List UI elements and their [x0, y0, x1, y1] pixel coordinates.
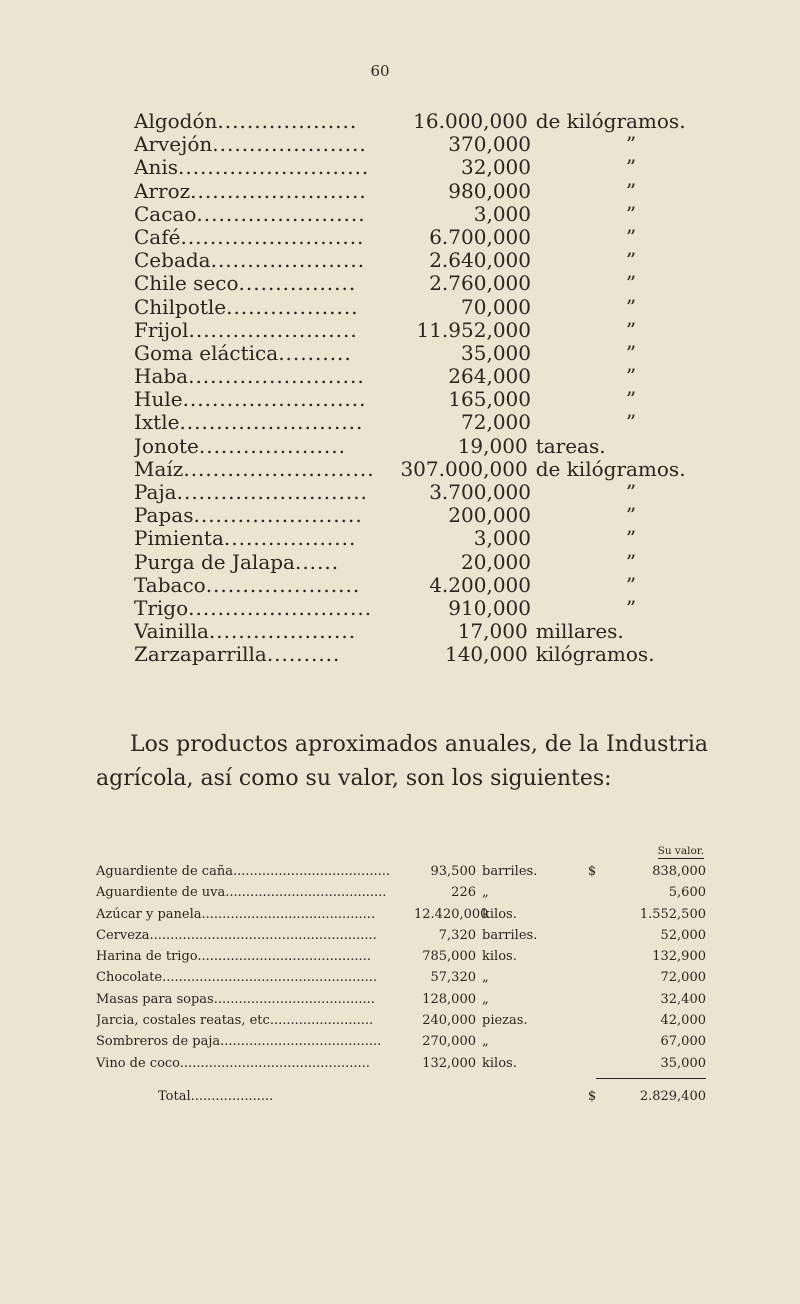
- crop-unit: ”: [625, 503, 637, 528]
- total-currency: $: [587, 1088, 597, 1104]
- product-value: 132,900: [652, 949, 706, 965]
- product-unit: „: [482, 1034, 489, 1050]
- product-currency: [582, 925, 602, 946]
- crop-table: [134, 110, 734, 667]
- crop-unit: de kilógramos.: [535, 456, 686, 481]
- crop-quantity: 17,000: [457, 619, 528, 644]
- crop-name: Arroz........................: [134, 179, 367, 203]
- crop-row: [134, 458, 734, 481]
- crop-row: [134, 272, 734, 295]
- crop-name: Trigo.........................: [134, 596, 373, 620]
- crop-quantity: 6.700,000: [429, 224, 531, 249]
- product-currency: [582, 904, 602, 925]
- crop-name: Goma eláctica..........: [134, 341, 352, 365]
- product-unit: kilos.: [482, 1055, 517, 1071]
- crop-quantity: 910,000: [448, 595, 531, 620]
- product-quantity: 132,000: [422, 1055, 476, 1071]
- product-name: Jarcia, costales reatas, etc.........................: [96, 1013, 374, 1029]
- crop-unit: ”: [625, 317, 637, 342]
- industry-row: [96, 882, 706, 903]
- crop-row: [134, 504, 734, 527]
- crop-name: Haba........................: [134, 365, 365, 389]
- product-currency: [582, 967, 602, 988]
- industry-row: [96, 904, 706, 925]
- product-quantity: 226: [451, 885, 476, 901]
- crop-row: [134, 133, 734, 156]
- value-column-header: Su valor.: [657, 845, 704, 857]
- crop-name: Algodón...................: [134, 110, 358, 133]
- crop-quantity: 200,000: [448, 503, 531, 528]
- industry-row: [96, 967, 706, 988]
- crop-unit: ”: [625, 410, 637, 435]
- crop-unit: ”: [625, 364, 637, 389]
- product-quantity: 128,000: [422, 991, 476, 1007]
- crop-quantity: 980,000: [448, 178, 531, 203]
- crop-name: Anis..........................: [134, 156, 370, 180]
- crop-quantity: 19,000: [457, 433, 528, 458]
- total-row: [96, 1089, 706, 1104]
- product-quantity: 240,000: [422, 1013, 476, 1029]
- crop-quantity: 3,000: [473, 201, 531, 226]
- crop-name: Tabaco.....................: [134, 573, 361, 597]
- crop-row: [134, 551, 734, 574]
- crop-row: [134, 574, 734, 597]
- crop-quantity: 11.952,000: [416, 317, 531, 342]
- product-quantity: 7,320: [438, 927, 476, 943]
- crop-unit: ”: [625, 201, 637, 226]
- crop-quantity: 20,000: [461, 549, 531, 574]
- crop-name: Arvejón.....................: [134, 133, 367, 157]
- crop-row: [134, 597, 734, 620]
- total-label: Total....................: [158, 1088, 274, 1104]
- crop-quantity: 370,000: [448, 132, 531, 157]
- crop-quantity: 264,000: [448, 364, 531, 389]
- industry-row: [96, 925, 706, 946]
- intro-paragraph: [0, 728, 800, 796]
- crop-quantity: 3,000: [473, 526, 531, 551]
- page-number: 60: [370, 62, 390, 80]
- crop-name: Vainilla....................: [134, 620, 357, 644]
- crop-quantity: 16.000,000: [413, 109, 528, 133]
- crop-quantity: 70,000: [461, 294, 531, 319]
- crop-row: [134, 110, 734, 133]
- crop-unit: millares.: [535, 619, 624, 644]
- product-value: 5,600: [668, 885, 706, 901]
- industry-row: [96, 861, 706, 882]
- crop-quantity: 3.700,000: [429, 480, 531, 504]
- product-unit: piezas.: [482, 1013, 528, 1029]
- product-name: Harina de trigo..........................................: [96, 949, 371, 965]
- crop-name: Chile seco................: [134, 272, 357, 296]
- crop-row: [134, 226, 734, 249]
- product-currency: [582, 882, 602, 903]
- product-name: Aguardiente de uva.......................................: [96, 885, 387, 901]
- crop-name: Cacao.......................: [134, 202, 366, 226]
- product-unit: „: [482, 970, 489, 986]
- crop-name: Café.........................: [134, 225, 365, 249]
- product-name: Masas para sopas.......................................: [96, 991, 375, 1007]
- product-quantity: 12.420,000: [414, 906, 489, 922]
- product-name: Vino de coco..............................................: [96, 1055, 370, 1071]
- crop-unit: ”: [625, 155, 637, 180]
- product-value: 35,000: [660, 1055, 706, 1071]
- crop-quantity: 4.200,000: [429, 572, 531, 597]
- crop-name: Zarzaparrilla..........: [134, 643, 341, 667]
- product-quantity: 270,000: [422, 1034, 476, 1050]
- crop-name: Ixtle.........................: [134, 411, 364, 435]
- crop-row: [134, 156, 734, 179]
- crop-row: [134, 249, 734, 272]
- crop-unit: ”: [625, 526, 637, 551]
- crop-name: Maíz..........................: [134, 457, 375, 481]
- crop-unit: tareas.: [535, 433, 606, 458]
- crop-unit: ”: [625, 224, 637, 249]
- crop-row: [134, 388, 734, 411]
- crop-unit: ”: [625, 340, 637, 365]
- industry-row: [96, 989, 706, 1010]
- intro-line-2: agrícola, así como su valor, son los siguientes:: [96, 766, 612, 791]
- crop-quantity: 2.760,000: [429, 271, 531, 296]
- crop-name: Cebada.....................: [134, 249, 366, 273]
- crop-quantity: 307.000,000: [400, 456, 528, 481]
- crop-name: Chilpotle..................: [134, 295, 359, 319]
- crop-unit: ”: [625, 480, 637, 504]
- crop-row: [134, 620, 734, 643]
- product-unit: kilos.: [482, 949, 517, 965]
- crop-name: Purga de Jalapa......: [134, 550, 340, 574]
- crop-row: [134, 527, 734, 550]
- product-value: 32,400: [660, 991, 706, 1007]
- product-currency: [582, 989, 602, 1010]
- crop-row: [134, 435, 734, 458]
- product-currency: [582, 946, 602, 967]
- product-name: Sombreros de paja.......................................: [96, 1034, 382, 1050]
- product-quantity: 93,500: [430, 864, 476, 879]
- total-value: 2.829,400: [639, 1088, 706, 1104]
- crop-name: Jonote....................: [134, 434, 347, 458]
- product-value: 72,000: [660, 970, 706, 986]
- crop-unit: ”: [625, 572, 637, 597]
- crop-quantity: 165,000: [448, 387, 531, 412]
- crop-row: [134, 296, 734, 319]
- crop-row: [134, 203, 734, 226]
- crop-name: Pimienta..................: [134, 527, 357, 551]
- crop-name: Frijol.......................: [134, 318, 358, 342]
- product-quantity: 57,320: [430, 970, 476, 986]
- crop-unit: ”: [625, 549, 637, 574]
- crop-unit: ”: [625, 294, 637, 319]
- product-value: 838,000: [652, 864, 706, 879]
- product-name: Cerveza.......................................................: [96, 927, 377, 943]
- crop-name: Paja..........................: [134, 481, 368, 504]
- industry-table: [96, 845, 706, 1104]
- crop-unit: ”: [625, 248, 637, 273]
- crop-quantity: 2.640,000: [429, 248, 531, 273]
- crop-unit: ”: [625, 178, 637, 203]
- crop-quantity: 35,000: [461, 340, 531, 365]
- product-unit: „: [482, 991, 489, 1007]
- product-value: 67,000: [660, 1034, 706, 1050]
- product-value: 42,000: [660, 1013, 706, 1029]
- crop-quantity: 72,000: [461, 410, 531, 435]
- total-rule: [596, 1078, 706, 1079]
- product-currency: [582, 1031, 602, 1052]
- crop-unit: ”: [625, 132, 637, 157]
- crop-name: Hule.........................: [134, 388, 367, 412]
- crop-row: [134, 342, 734, 365]
- crop-row: [134, 319, 734, 342]
- crop-unit: ”: [625, 271, 637, 296]
- crop-unit: ”: [625, 387, 637, 412]
- product-unit: kilos.: [482, 906, 517, 922]
- crop-unit: ”: [625, 595, 637, 620]
- product-unit: barriles.: [482, 864, 538, 879]
- crop-row: [134, 365, 734, 388]
- crop-row: [134, 411, 734, 434]
- crop-row: [134, 481, 734, 504]
- industry-row: [96, 1053, 706, 1074]
- crop-quantity: 32,000: [461, 155, 531, 180]
- crop-row: [134, 643, 734, 666]
- product-name: Azúcar y panela..........................................: [96, 906, 376, 922]
- product-currency: [582, 1010, 602, 1031]
- product-currency: [582, 1053, 602, 1074]
- crop-unit: de kilógramos.: [535, 109, 686, 133]
- industry-row: [96, 946, 706, 967]
- product-quantity: 785,000: [422, 949, 476, 965]
- industry-row: [96, 1010, 706, 1031]
- intro-line-1: Los productos aproximados anuales, de la Industria: [130, 732, 708, 757]
- product-unit: „: [482, 885, 489, 901]
- product-name: Chocolate....................................................: [96, 970, 377, 986]
- industry-row: [96, 1031, 706, 1052]
- crop-row: [134, 180, 734, 203]
- product-value: 52,000: [660, 927, 706, 943]
- crop-name: Papas.......................: [134, 504, 363, 528]
- product-name: Aguardiente de caña......................................: [96, 864, 390, 879]
- crop-unit: kilógramos.: [535, 642, 655, 667]
- product-currency: $: [587, 864, 597, 879]
- crop-quantity: 140,000: [444, 642, 528, 667]
- product-unit: barriles.: [482, 927, 538, 943]
- product-value: 1.552,500: [639, 906, 706, 922]
